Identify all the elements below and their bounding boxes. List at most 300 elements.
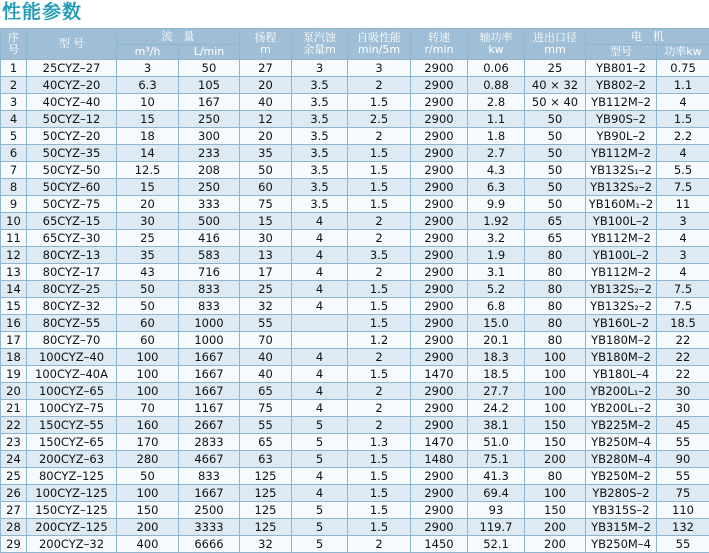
cell-npsh: 4 xyxy=(292,485,348,502)
table-row xyxy=(1,94,709,111)
cell-model: 100CYZ–65 xyxy=(27,383,117,400)
cell-model: 40CYZ–20 xyxy=(27,77,117,94)
cell-head: 15 xyxy=(240,213,292,230)
cell-speed: 2900 xyxy=(411,145,468,162)
cell-shaft-power: 1.1 xyxy=(468,111,525,128)
table-row xyxy=(1,315,709,332)
cell-no: 1 xyxy=(1,60,27,77)
cell-speed: 2900 xyxy=(411,179,468,196)
cell-shaft-power: 18.5 xyxy=(468,366,525,383)
cell-no: 18 xyxy=(1,349,27,366)
cell-model: 50CYZ–60 xyxy=(27,179,117,196)
cell-shaft-power: 119.7 xyxy=(468,519,525,536)
cell-head: 65 xyxy=(240,434,292,451)
cell-motor-model: YB250M–4 xyxy=(586,536,657,553)
cell-model: 80CYZ–17 xyxy=(27,264,117,281)
cell-model: 40CYZ–40 xyxy=(27,94,117,111)
table-row xyxy=(1,60,709,77)
cell-speed: 2900 xyxy=(411,468,468,485)
cell-port: 80 xyxy=(525,298,586,315)
cell-flow-m3h: 100 xyxy=(117,485,179,502)
cell-shaft-power: 41.3 xyxy=(468,468,525,485)
cell-port: 50 × 40 xyxy=(525,94,586,111)
cell-shaft-power: 69.4 xyxy=(468,485,525,502)
table-row xyxy=(1,468,709,485)
cell-speed: 2900 xyxy=(411,213,468,230)
cell-model: 150CYZ–55 xyxy=(27,417,117,434)
table-row xyxy=(1,485,709,502)
cell-shaft-power: 18.3 xyxy=(468,349,525,366)
cell-motor-power: 18.5 xyxy=(657,315,709,332)
cell-head: 25 xyxy=(240,281,292,298)
cell-model: 150CYZ–125 xyxy=(27,502,117,519)
header-motor: 电 机 xyxy=(586,29,709,45)
cell-speed: 2900 xyxy=(411,349,468,366)
cell-flow-m3h: 15 xyxy=(117,111,179,128)
table-row xyxy=(1,213,709,230)
cell-head: 55 xyxy=(240,315,292,332)
header-head: 扬程 m xyxy=(240,29,292,60)
cell-flow-lmin: 833 xyxy=(179,468,240,485)
cell-flow-lmin: 333 xyxy=(179,196,240,213)
cell-motor-model: YB315M–2 xyxy=(586,519,657,536)
cell-flow-lmin: 2667 xyxy=(179,417,240,434)
cell-suction: 1.5 xyxy=(348,196,411,213)
cell-npsh: 5 xyxy=(292,519,348,536)
cell-no: 20 xyxy=(1,383,27,400)
cell-shaft-power: 4.3 xyxy=(468,162,525,179)
cell-flow-lmin: 1167 xyxy=(179,400,240,417)
cell-no: 10 xyxy=(1,213,27,230)
cell-shaft-power: 38.1 xyxy=(468,417,525,434)
table-row xyxy=(1,400,709,417)
cell-head: 20 xyxy=(240,128,292,145)
cell-flow-m3h: 50 xyxy=(117,281,179,298)
cell-no: 3 xyxy=(1,94,27,111)
cell-head: 17 xyxy=(240,264,292,281)
cell-shaft-power: 3.2 xyxy=(468,230,525,247)
cell-motor-model: YB112M–2 xyxy=(586,230,657,247)
cell-flow-lmin: 2833 xyxy=(179,434,240,451)
cell-suction: 2 xyxy=(348,536,411,553)
cell-motor-model: YB180L–4 xyxy=(586,366,657,383)
cell-motor-model: YB132S₁–2 xyxy=(586,162,657,179)
table-header xyxy=(1,29,709,60)
cell-flow-lmin: 6666 xyxy=(179,536,240,553)
table-row xyxy=(1,536,709,553)
cell-suction: 1.5 xyxy=(348,485,411,502)
cell-speed: 1480 xyxy=(411,451,468,468)
cell-port: 150 xyxy=(525,417,586,434)
cell-flow-m3h: 10 xyxy=(117,94,179,111)
cell-head: 75 xyxy=(240,400,292,417)
cell-motor-power: 0.75 xyxy=(657,60,709,77)
cell-shaft-power: 3.1 xyxy=(468,264,525,281)
cell-motor-model: YB250M–2 xyxy=(586,468,657,485)
cell-npsh: 4 xyxy=(292,366,348,383)
cell-motor-power: 22 xyxy=(657,349,709,366)
cell-speed: 2900 xyxy=(411,230,468,247)
cell-model: 100CYZ–40 xyxy=(27,349,117,366)
cell-flow-m3h: 100 xyxy=(117,349,179,366)
cell-speed: 2900 xyxy=(411,264,468,281)
table-row xyxy=(1,298,709,315)
cell-head: 30 xyxy=(240,230,292,247)
cell-motor-model: YB801–2 xyxy=(586,60,657,77)
cell-npsh: 3 xyxy=(292,60,348,77)
cell-no: 25 xyxy=(1,468,27,485)
cell-npsh: 3.5 xyxy=(292,196,348,213)
cell-flow-lmin: 250 xyxy=(179,111,240,128)
cell-head: 65 xyxy=(240,383,292,400)
cell-motor-power: 4 xyxy=(657,264,709,281)
cell-shaft-power: 75.1 xyxy=(468,451,525,468)
cell-port: 80 xyxy=(525,264,586,281)
cell-head: 12 xyxy=(240,111,292,128)
cell-port: 100 xyxy=(525,349,586,366)
cell-port: 100 xyxy=(525,485,586,502)
cell-motor-model: YB225M–2 xyxy=(586,417,657,434)
cell-shaft-power: 24.2 xyxy=(468,400,525,417)
cell-npsh: 5 xyxy=(292,417,348,434)
cell-npsh: 4 xyxy=(292,383,348,400)
cell-flow-lmin: 416 xyxy=(179,230,240,247)
cell-model: 200CYZ–63 xyxy=(27,451,117,468)
cell-suction: 2 xyxy=(348,128,411,145)
cell-suction: 1.5 xyxy=(348,94,411,111)
cell-suction: 1.5 xyxy=(348,451,411,468)
cell-motor-power: 110 xyxy=(657,502,709,519)
cell-head: 35 xyxy=(240,145,292,162)
cell-shaft-power: 1.9 xyxy=(468,247,525,264)
cell-port: 25 xyxy=(525,60,586,77)
cell-flow-m3h: 50 xyxy=(117,468,179,485)
cell-model: 50CYZ–75 xyxy=(27,196,117,213)
cell-flow-m3h: 15 xyxy=(117,179,179,196)
cell-head: 70 xyxy=(240,332,292,349)
cell-port: 65 xyxy=(525,213,586,230)
cell-suction: 1.2 xyxy=(348,332,411,349)
cell-flow-m3h: 160 xyxy=(117,417,179,434)
header-suction: 自吸性能 min/5m xyxy=(348,29,411,60)
cell-npsh: 4 xyxy=(292,281,348,298)
cell-flow-m3h: 100 xyxy=(117,366,179,383)
cell-suction: 2 xyxy=(348,230,411,247)
cell-flow-m3h: 50 xyxy=(117,298,179,315)
cell-no: 5 xyxy=(1,128,27,145)
table-row xyxy=(1,196,709,213)
cell-flow-lmin: 1000 xyxy=(179,332,240,349)
cell-npsh: 4 xyxy=(292,468,348,485)
cell-npsh: 4 xyxy=(292,264,348,281)
cell-head: 13 xyxy=(240,247,292,264)
table-row xyxy=(1,111,709,128)
cell-motor-power: 1.5 xyxy=(657,111,709,128)
cell-port: 80 xyxy=(525,247,586,264)
cell-model: 100CYZ–125 xyxy=(27,485,117,502)
cell-flow-m3h: 70 xyxy=(117,400,179,417)
cell-head: 32 xyxy=(240,536,292,553)
cell-speed: 2900 xyxy=(411,315,468,332)
cell-motor-model: YB90S–2 xyxy=(586,111,657,128)
cell-flow-m3h: 25 xyxy=(117,230,179,247)
header-shaft-power: 轴功率 kw xyxy=(468,29,525,60)
cell-head: 40 xyxy=(240,94,292,111)
cell-model: 50CYZ–12 xyxy=(27,111,117,128)
cell-flow-lmin: 208 xyxy=(179,162,240,179)
cell-shaft-power: 2.8 xyxy=(468,94,525,111)
cell-port: 50 xyxy=(525,196,586,213)
cell-flow-m3h: 400 xyxy=(117,536,179,553)
cell-speed: 2900 xyxy=(411,128,468,145)
cell-suction: 3.5 xyxy=(348,247,411,264)
cell-flow-m3h: 3 xyxy=(117,60,179,77)
cell-shaft-power: 52.1 xyxy=(468,536,525,553)
table-row xyxy=(1,434,709,451)
cell-no: 29 xyxy=(1,536,27,553)
cell-port: 200 xyxy=(525,519,586,536)
cell-head: 125 xyxy=(240,468,292,485)
cell-suction: 1.5 xyxy=(348,315,411,332)
cell-flow-lmin: 250 xyxy=(179,179,240,196)
cell-suction: 1.5 xyxy=(348,145,411,162)
cell-motor-power: 55 xyxy=(657,536,709,553)
cell-port: 65 xyxy=(525,230,586,247)
cell-flow-m3h: 30 xyxy=(117,213,179,230)
header-port: 进出口径 mm xyxy=(525,29,586,60)
cell-motor-power: 90 xyxy=(657,451,709,468)
cell-suction: 1.5 xyxy=(348,281,411,298)
cell-motor-power: 4 xyxy=(657,94,709,111)
table-row xyxy=(1,366,709,383)
cell-speed: 2900 xyxy=(411,332,468,349)
header-model: 型 号 xyxy=(27,29,117,60)
cell-port: 80 xyxy=(525,468,586,485)
table-body xyxy=(1,60,709,553)
cell-speed: 2900 xyxy=(411,94,468,111)
cell-motor-model: YB315S–2 xyxy=(586,502,657,519)
cell-no: 27 xyxy=(1,502,27,519)
cell-shaft-power: 6.3 xyxy=(468,179,525,196)
cell-speed: 2900 xyxy=(411,247,468,264)
cell-model: 25CYZ–27 xyxy=(27,60,117,77)
cell-npsh: 3.5 xyxy=(292,145,348,162)
header-speed: 转速 r/min xyxy=(411,29,468,60)
cell-head: 40 xyxy=(240,366,292,383)
header-flow-m3h: m³/h xyxy=(117,45,179,60)
cell-flow-lmin: 833 xyxy=(179,298,240,315)
cell-flow-lmin: 1667 xyxy=(179,383,240,400)
cell-model: 65CYZ–30 xyxy=(27,230,117,247)
cell-model: 65CYZ–15 xyxy=(27,213,117,230)
cell-model: 80CYZ–55 xyxy=(27,315,117,332)
cell-port: 100 xyxy=(525,400,586,417)
cell-motor-model: YB112M–2 xyxy=(586,145,657,162)
cell-npsh: 4 xyxy=(292,247,348,264)
cell-speed: 1470 xyxy=(411,434,468,451)
header-flow: 流 量 xyxy=(117,29,240,45)
cell-flow-m3h: 170 xyxy=(117,434,179,451)
cell-motor-power: 1.1 xyxy=(657,77,709,94)
cell-npsh: 5 xyxy=(292,536,348,553)
cell-motor-power: 30 xyxy=(657,400,709,417)
cell-motor-power: 55 xyxy=(657,468,709,485)
cell-model: 200CYZ–125 xyxy=(27,519,117,536)
header-motor-model: 型号 xyxy=(586,45,657,60)
cell-npsh: 3.5 xyxy=(292,179,348,196)
cell-no: 22 xyxy=(1,417,27,434)
cell-flow-lmin: 167 xyxy=(179,94,240,111)
cell-flow-m3h: 150 xyxy=(117,502,179,519)
cell-speed: 1450 xyxy=(411,536,468,553)
cell-shaft-power: 51.0 xyxy=(468,434,525,451)
cell-head: 27 xyxy=(240,60,292,77)
cell-npsh: 4 xyxy=(292,298,348,315)
cell-head: 50 xyxy=(240,162,292,179)
header-no: 序 号 xyxy=(1,29,27,60)
cell-suction: 3 xyxy=(348,60,411,77)
cell-model: 200CYZ–32 xyxy=(27,536,117,553)
cell-flow-lmin: 50 xyxy=(179,60,240,77)
cell-flow-lmin: 2500 xyxy=(179,502,240,519)
cell-suction: 1.5 xyxy=(348,162,411,179)
cell-motor-power: 11 xyxy=(657,196,709,213)
cell-motor-model: YB112M–2 xyxy=(586,94,657,111)
cell-flow-m3h: 43 xyxy=(117,264,179,281)
table-row xyxy=(1,264,709,281)
table-row xyxy=(1,332,709,349)
cell-no: 24 xyxy=(1,451,27,468)
cell-speed: 2900 xyxy=(411,400,468,417)
cell-flow-m3h: 14 xyxy=(117,145,179,162)
cell-no: 28 xyxy=(1,519,27,536)
cell-shaft-power: 15.0 xyxy=(468,315,525,332)
cell-flow-lmin: 1667 xyxy=(179,366,240,383)
cell-speed: 2900 xyxy=(411,519,468,536)
cell-model: 80CYZ–25 xyxy=(27,281,117,298)
cell-flow-lmin: 716 xyxy=(179,264,240,281)
cell-model: 100CYZ–40A xyxy=(27,366,117,383)
cell-shaft-power: 27.7 xyxy=(468,383,525,400)
cell-motor-model: YB200L₁–2 xyxy=(586,383,657,400)
cell-model: 80CYZ–13 xyxy=(27,247,117,264)
cell-head: 55 xyxy=(240,417,292,434)
cell-npsh: 3.5 xyxy=(292,128,348,145)
cell-speed: 2900 xyxy=(411,77,468,94)
cell-port: 200 xyxy=(525,536,586,553)
cell-motor-power: 4 xyxy=(657,145,709,162)
cell-suction: 2 xyxy=(348,400,411,417)
cell-motor-power: 3 xyxy=(657,213,709,230)
table-row xyxy=(1,162,709,179)
cell-speed: 2900 xyxy=(411,162,468,179)
cell-model: 80CYZ–32 xyxy=(27,298,117,315)
table-row xyxy=(1,383,709,400)
cell-flow-lmin: 1667 xyxy=(179,349,240,366)
cell-head: 63 xyxy=(240,451,292,468)
table-row xyxy=(1,417,709,434)
cell-speed: 2900 xyxy=(411,60,468,77)
cell-suction: 1.3 xyxy=(348,434,411,451)
cell-model: 150CYZ–65 xyxy=(27,434,117,451)
cell-head: 125 xyxy=(240,519,292,536)
cell-speed: 2900 xyxy=(411,196,468,213)
cell-suction: 1.5 xyxy=(348,519,411,536)
header-npsh: 泵汽蚀 余量m xyxy=(292,29,348,60)
cell-motor-power: 7.5 xyxy=(657,179,709,196)
cell-speed: 2900 xyxy=(411,417,468,434)
cell-no: 21 xyxy=(1,400,27,417)
cell-motor-power: 30 xyxy=(657,383,709,400)
cell-npsh: 5 xyxy=(292,502,348,519)
cell-flow-m3h: 280 xyxy=(117,451,179,468)
cell-motor-model: YB250M–4 xyxy=(586,434,657,451)
cell-head: 60 xyxy=(240,179,292,196)
header-motor-power: 功率kw xyxy=(657,45,709,60)
cell-suction: 1.5 xyxy=(348,179,411,196)
cell-speed: 2900 xyxy=(411,111,468,128)
cell-no: 4 xyxy=(1,111,27,128)
page-title: 性能参数 xyxy=(2,0,82,26)
cell-flow-m3h: 6.3 xyxy=(117,77,179,94)
cell-no: 9 xyxy=(1,196,27,213)
cell-shaft-power: 0.88 xyxy=(468,77,525,94)
cell-speed: 2900 xyxy=(411,281,468,298)
cell-flow-lmin: 233 xyxy=(179,145,240,162)
cell-flow-lmin: 105 xyxy=(179,77,240,94)
cell-motor-model: YB100L–2 xyxy=(586,247,657,264)
cell-shaft-power: 6.8 xyxy=(468,298,525,315)
cell-suction: 2 xyxy=(348,349,411,366)
cell-port: 50 xyxy=(525,179,586,196)
cell-npsh: 3.5 xyxy=(292,111,348,128)
cell-flow-m3h: 18 xyxy=(117,128,179,145)
cell-port: 100 xyxy=(525,383,586,400)
cell-port: 40 × 32 xyxy=(525,77,586,94)
cell-motor-model: YB280M–4 xyxy=(586,451,657,468)
performance-table xyxy=(0,28,709,553)
table-row xyxy=(1,179,709,196)
cell-shaft-power: 1.92 xyxy=(468,213,525,230)
cell-port: 50 xyxy=(525,128,586,145)
cell-speed: 2900 xyxy=(411,502,468,519)
cell-npsh: 4 xyxy=(292,400,348,417)
cell-port: 80 xyxy=(525,315,586,332)
cell-npsh xyxy=(292,332,348,349)
cell-suction: 1.5 xyxy=(348,366,411,383)
cell-shaft-power: 5.2 xyxy=(468,281,525,298)
cell-motor-model: YB160L–2 xyxy=(586,315,657,332)
cell-motor-power: 3 xyxy=(657,247,709,264)
cell-motor-model: YB132S₂–2 xyxy=(586,179,657,196)
cell-flow-lmin: 583 xyxy=(179,247,240,264)
cell-flow-m3h: 200 xyxy=(117,519,179,536)
cell-suction: 1.5 xyxy=(348,502,411,519)
cell-shaft-power: 20.1 xyxy=(468,332,525,349)
cell-port: 100 xyxy=(525,366,586,383)
cell-motor-power: 22 xyxy=(657,366,709,383)
cell-no: 14 xyxy=(1,281,27,298)
cell-port: 150 xyxy=(525,434,586,451)
cell-shaft-power: 9.9 xyxy=(468,196,525,213)
cell-speed: 2900 xyxy=(411,383,468,400)
cell-flow-m3h: 20 xyxy=(117,196,179,213)
cell-npsh: 3.5 xyxy=(292,77,348,94)
table-row xyxy=(1,247,709,264)
cell-no: 12 xyxy=(1,247,27,264)
table-row xyxy=(1,128,709,145)
cell-suction: 1.5 xyxy=(348,298,411,315)
